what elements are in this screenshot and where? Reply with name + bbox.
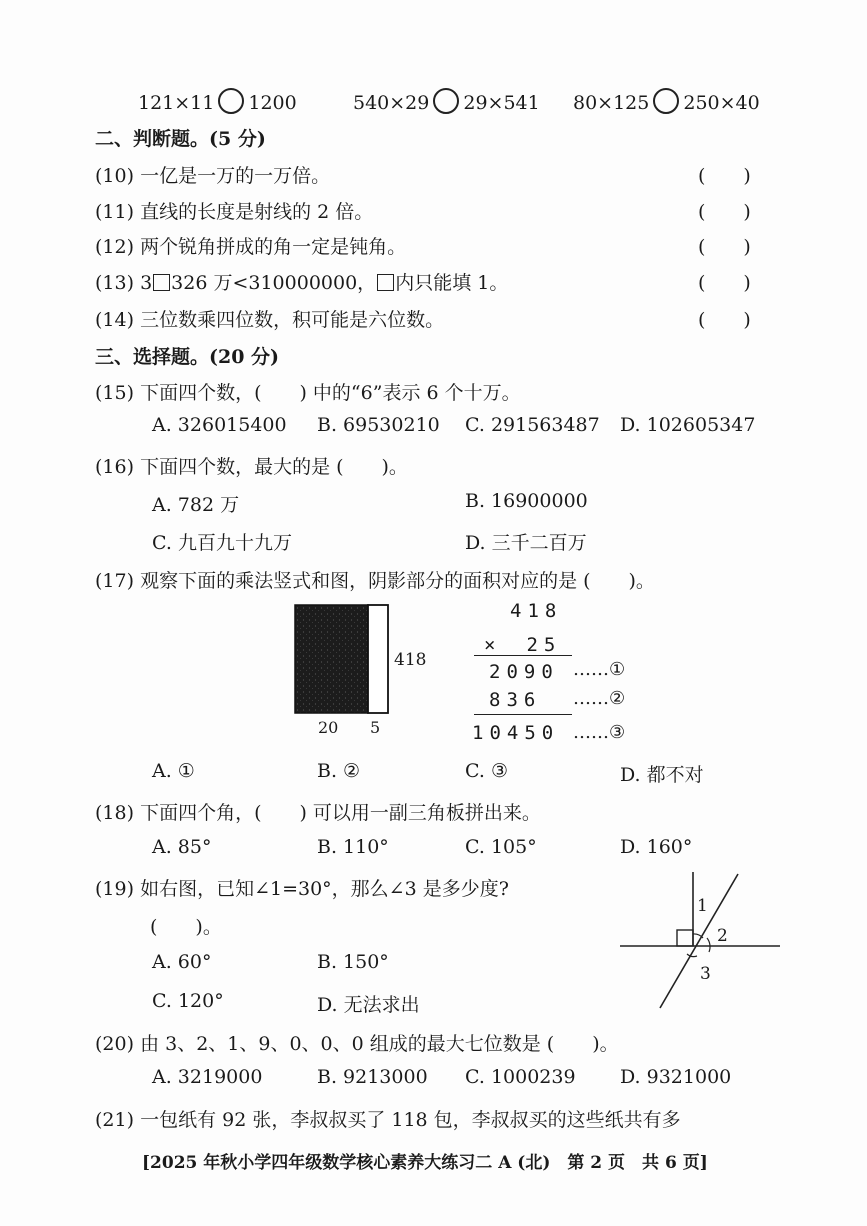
question-number: (20): [95, 1033, 135, 1055]
option-b[interactable]: B. ②: [317, 760, 361, 782]
question-14: [95, 305, 444, 332]
question-text: 一亿是一万的一万倍。: [140, 165, 331, 187]
question-21: [95, 1105, 681, 1132]
compare-3: [573, 88, 760, 114]
question-16: [95, 452, 408, 479]
option-c[interactable]: C. 291563487: [465, 414, 600, 436]
option-a[interactable]: A. 782 万: [152, 494, 240, 516]
question-19: [95, 874, 509, 901]
compare-right: 29×541: [463, 92, 540, 114]
option-b[interactable]: B. 9213000: [317, 1066, 428, 1088]
question-text: 下面四个数，最大的是 ( )。: [140, 456, 408, 478]
height-label: 418: [394, 650, 427, 670]
angle-figure: [615, 868, 785, 1013]
calc-line2: × 25: [484, 634, 562, 656]
question-number: (18): [95, 802, 135, 824]
answer-blank[interactable]: ( ): [698, 236, 751, 258]
question-text: 如右图，已知∠1=30°，那么∠3 是多少度?: [140, 878, 509, 900]
compare-right: 1200: [248, 92, 297, 114]
calc-partial-2: 836: [489, 689, 542, 711]
question-10: [95, 161, 330, 188]
compare-circle[interactable]: [653, 88, 679, 114]
question-number: (15): [95, 382, 135, 404]
angle-label-2: 2: [717, 926, 728, 946]
compare-2: [353, 88, 540, 114]
question-text: 326 万<310000000，: [171, 272, 377, 294]
question-18: [95, 798, 541, 825]
width-label-a: 20: [318, 718, 339, 737]
answer-blank[interactable]: ( )。: [150, 916, 222, 938]
calc-rule: [474, 714, 572, 715]
question-number: (10): [95, 165, 135, 187]
question-text: 由 3、2、1、9、0、0、0 组成的最大七位数是 ( )。: [140, 1033, 619, 1055]
option-c[interactable]: C. 九百九十九万: [152, 532, 292, 554]
angle-label-1: 1: [697, 896, 708, 916]
question-text: 内只能填 1。: [395, 272, 509, 294]
calc-total: 10450: [472, 722, 560, 744]
option-b[interactable]: B. 150°: [317, 951, 389, 973]
width-label-b: 5: [370, 718, 381, 737]
option-b[interactable]: B. 69530210: [317, 414, 440, 436]
question-number: (16): [95, 456, 135, 478]
question-text: 下面四个角，( ) 可以用一副三角板拼出来。: [140, 802, 541, 824]
question-number: (21): [95, 1109, 135, 1131]
question-number: (12): [95, 236, 135, 258]
compare-1: [138, 88, 297, 114]
question-text: 直线的长度是射线的 2 倍。: [140, 201, 374, 223]
compare-left: 540×29: [353, 92, 430, 114]
option-d[interactable]: D. 无法求出: [317, 994, 420, 1016]
compare-left: 121×11: [138, 92, 215, 114]
question-number: (14): [95, 309, 135, 331]
answer-blank[interactable]: ( ): [698, 201, 751, 223]
option-a[interactable]: A. ①: [152, 760, 195, 782]
calc-partial-1: 2090: [489, 661, 559, 683]
right-angle-mark: [677, 930, 693, 946]
option-b[interactable]: B. 16900000: [465, 490, 588, 512]
compare-right: 250×40: [683, 92, 760, 114]
shaded-region: [295, 605, 368, 713]
question-text: 下面四个数，( ) 中的“6”表示 6 个十万。: [140, 382, 521, 404]
question-number: (13): [95, 272, 135, 294]
option-c[interactable]: C. 105°: [465, 836, 537, 858]
blank-box[interactable]: [377, 274, 394, 291]
option-d[interactable]: D. 都不对: [620, 764, 704, 786]
option-d[interactable]: D. 102605347: [620, 414, 756, 436]
question-20: [95, 1029, 619, 1056]
section-title: 三、选择题。(20 分): [95, 346, 280, 368]
compare-left: 80×125: [573, 92, 650, 114]
question-text: 一包纸有 92 张，李叔叔买了 118 包，李叔叔买的这些纸共有多: [140, 1109, 681, 1131]
option-a[interactable]: A. 60°: [152, 951, 212, 973]
page-footer: [2025 年秋小学四年级数学核心素养大练习二 A (北) 第 2 页 共 6 页]: [142, 1153, 708, 1173]
calc-line1: 418: [510, 600, 563, 622]
question-12: [95, 232, 406, 259]
calc-rule: [474, 655, 572, 656]
option-b[interactable]: B. 110°: [317, 836, 389, 858]
blank-box[interactable]: [153, 274, 170, 291]
answer-blank[interactable]: ( ): [698, 165, 751, 187]
option-d[interactable]: D. 三千二百万: [465, 532, 587, 554]
question-11: [95, 197, 373, 224]
compare-circle[interactable]: [433, 88, 459, 114]
calc-mark-2: ……②: [573, 688, 626, 709]
option-c[interactable]: C. 120°: [152, 990, 224, 1012]
option-a[interactable]: A. 326015400: [152, 414, 287, 436]
question-text: 观察下面的乘法竖式和图，阴影部分的面积对应的是 ( )。: [140, 570, 655, 592]
calc-mark-3: ……③: [573, 722, 626, 743]
question-13: [95, 268, 508, 295]
calc-mark-1: ……①: [573, 659, 626, 680]
question-number: (19): [95, 878, 135, 900]
answer-blank[interactable]: ( ): [698, 272, 751, 294]
question-text: 三位数乘四位数，积可能是六位数。: [140, 309, 445, 331]
question-text: 两个锐角拼成的角一定是钝角。: [140, 236, 407, 258]
section-title: 二、判断题。(5 分): [95, 128, 266, 150]
question-number: (17): [95, 570, 135, 592]
question-number: (11): [95, 201, 135, 223]
answer-blank[interactable]: ( ): [698, 309, 751, 331]
option-c[interactable]: C. ③: [465, 760, 508, 782]
option-a[interactable]: A. 3219000: [152, 1066, 263, 1088]
question-text: 3: [140, 272, 153, 294]
question-17: [95, 566, 655, 593]
white-region: [368, 605, 388, 713]
area-figure: [290, 600, 430, 740]
angle-label-3: 3: [700, 964, 711, 984]
question-15: [95, 378, 521, 405]
option-d[interactable]: D. 9321000: [620, 1066, 732, 1088]
compare-circle[interactable]: [218, 88, 244, 114]
option-d[interactable]: D. 160°: [620, 836, 693, 858]
option-c[interactable]: C. 1000239: [465, 1066, 576, 1088]
option-a[interactable]: A. 85°: [152, 836, 212, 858]
